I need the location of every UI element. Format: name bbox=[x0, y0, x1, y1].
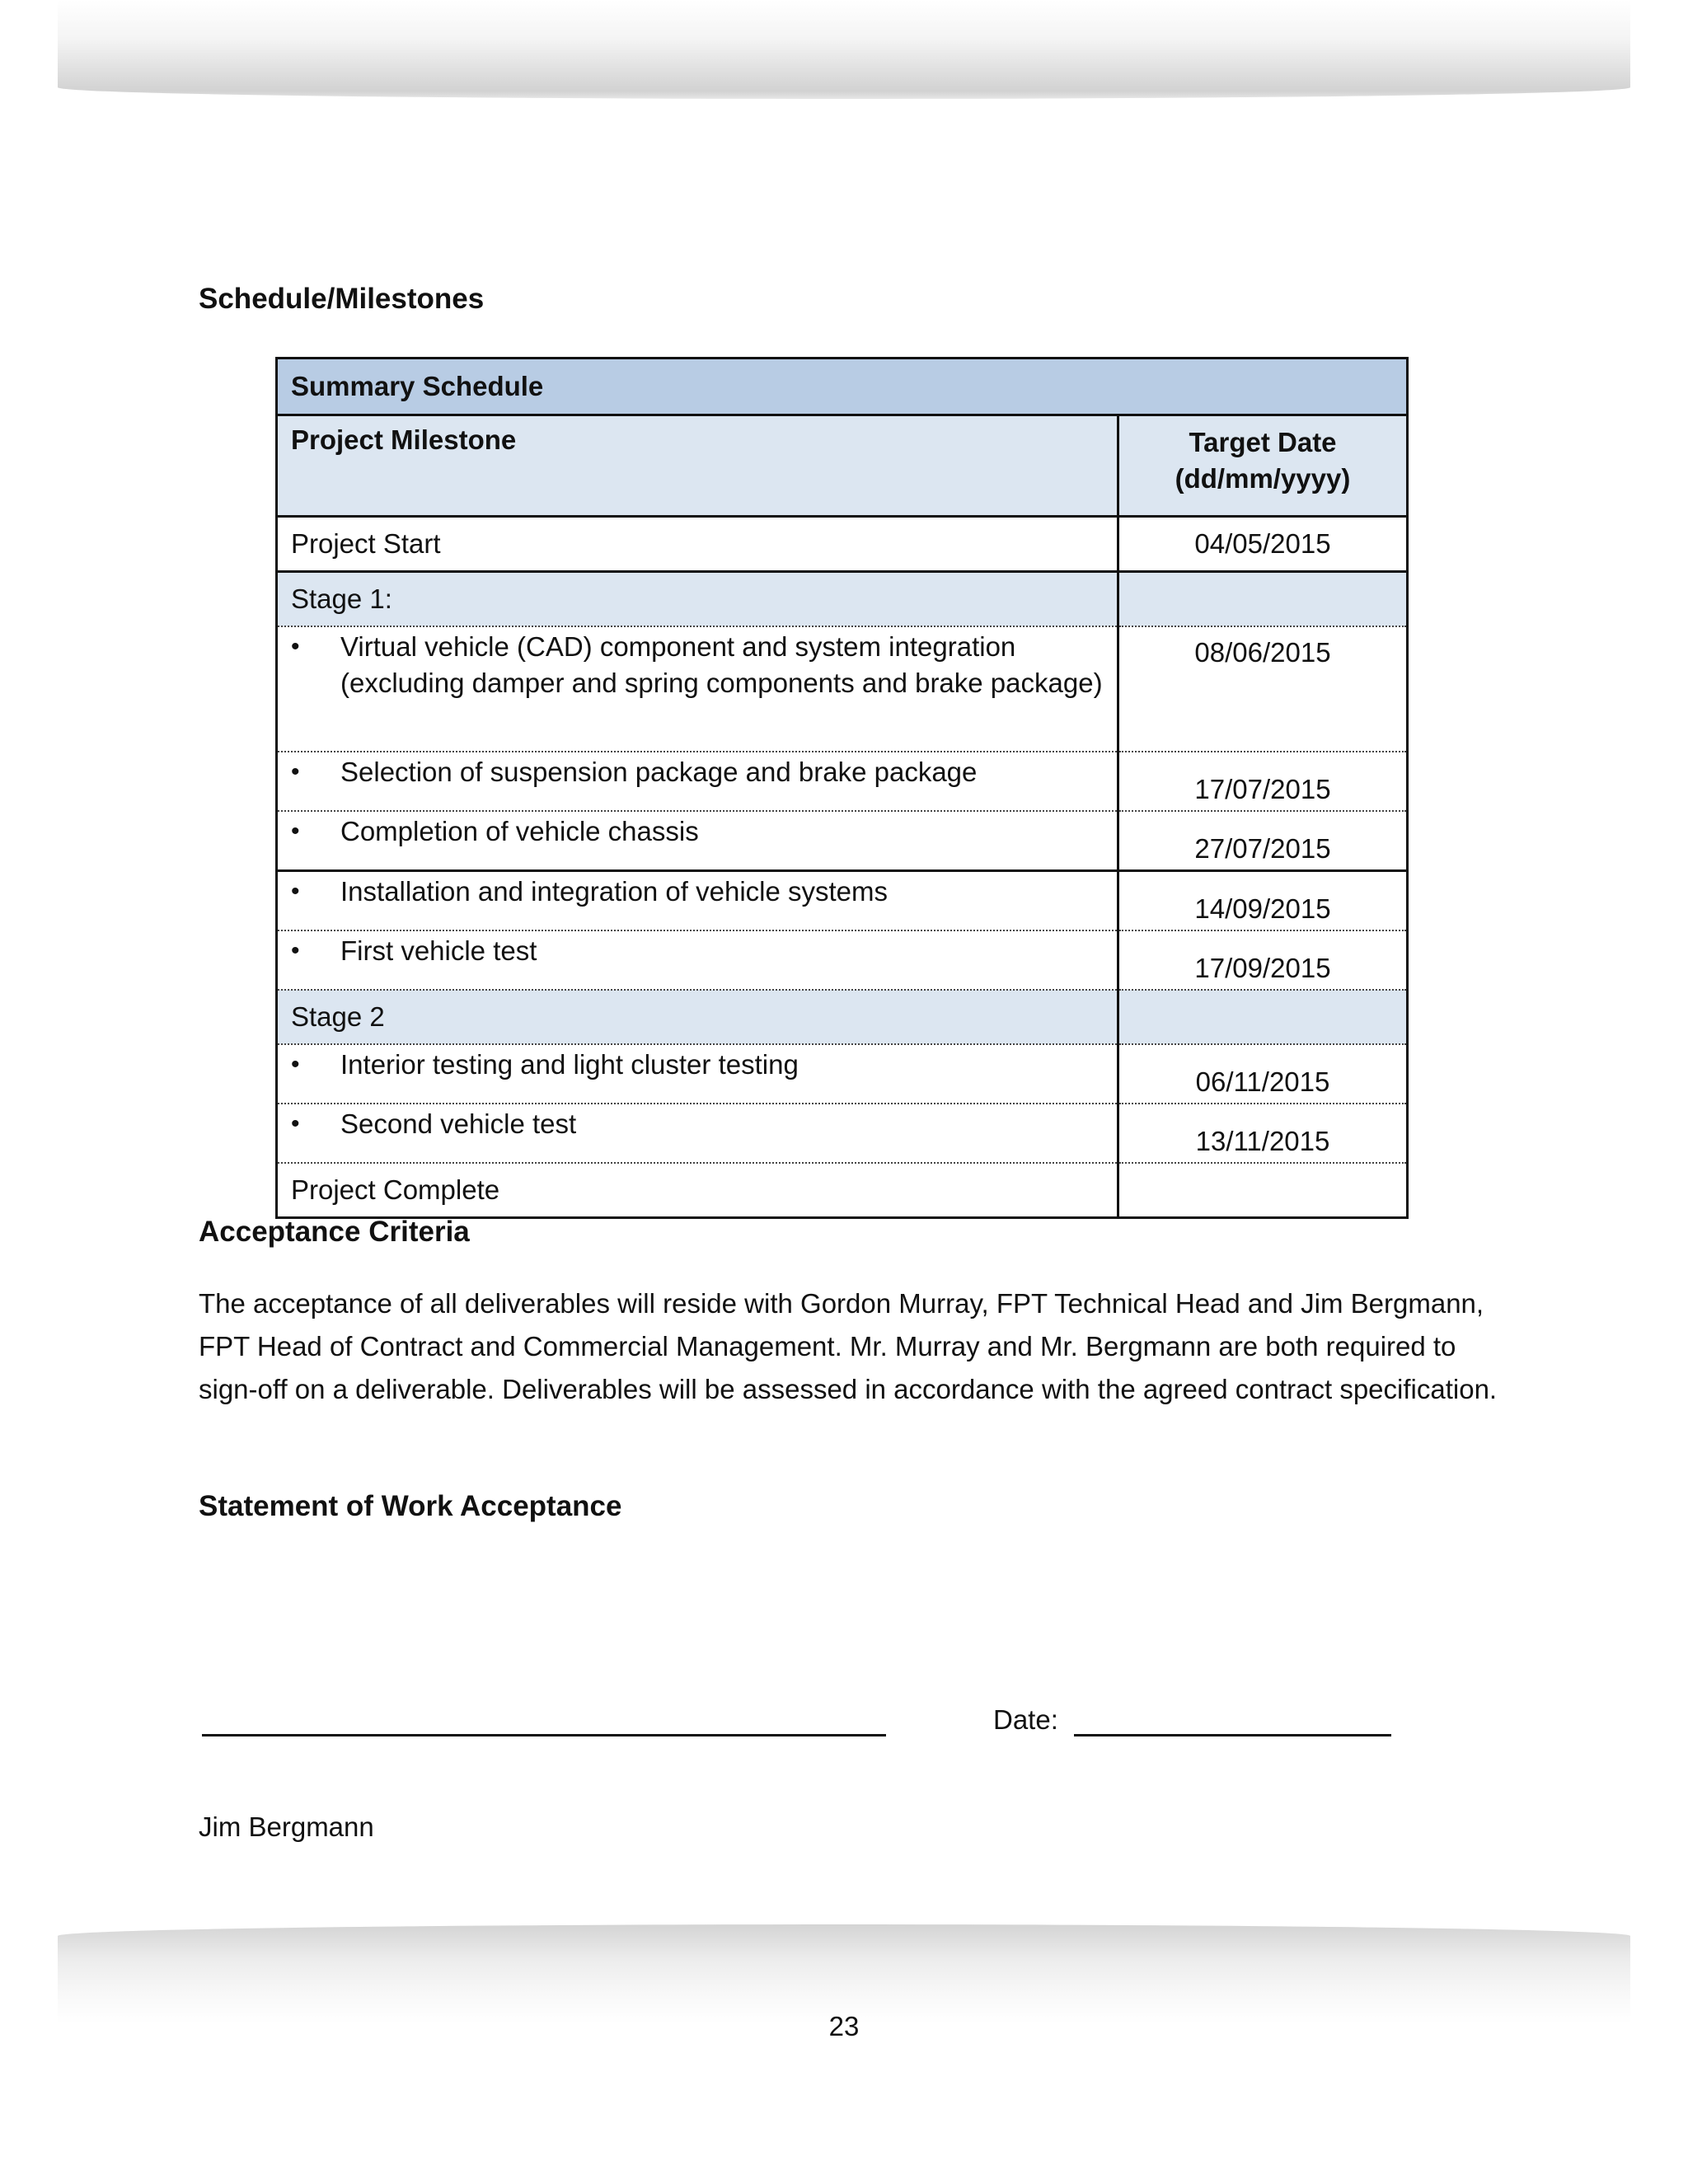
date-project-start: 04/05/2015 bbox=[1118, 517, 1408, 572]
page-shadow-top bbox=[58, 0, 1630, 99]
bullet-icon: • bbox=[291, 818, 300, 845]
milestone-date: 06/11/2015 bbox=[1118, 1044, 1408, 1104]
sow-heading: Statement of Work Acceptance bbox=[199, 1490, 622, 1522]
milestone-item bbox=[277, 1104, 1118, 1163]
summary-schedule-table bbox=[275, 357, 1409, 1219]
milestone-text: First vehicle test bbox=[340, 935, 537, 966]
col-milestone-header: Project Milestone bbox=[277, 415, 1118, 517]
schedule-heading: Schedule/Milestones bbox=[199, 283, 485, 315]
table-row bbox=[277, 517, 1408, 572]
stage-row bbox=[277, 572, 1408, 627]
page-shadow-bottom bbox=[58, 1924, 1630, 2023]
acceptance-heading: Acceptance Criteria bbox=[199, 1216, 470, 1248]
bullet-icon: • bbox=[291, 1110, 300, 1137]
stage2-date-empty bbox=[1118, 990, 1408, 1044]
bullet-icon: • bbox=[291, 878, 300, 905]
table-row bbox=[277, 871, 1408, 931]
stage1-label: Stage 1: bbox=[277, 572, 1118, 627]
date-project-complete-empty bbox=[1118, 1163, 1408, 1218]
milestone-text: Completion of vehicle chassis bbox=[340, 816, 699, 846]
milestone-text: Installation and integration of vehicle systems bbox=[340, 876, 889, 907]
milestone-item bbox=[277, 752, 1118, 811]
table-row bbox=[277, 930, 1408, 990]
milestone-item bbox=[277, 626, 1118, 752]
col-date-header bbox=[1118, 415, 1408, 517]
milestone-text: Selection of suspension package and brake package bbox=[340, 757, 978, 787]
bullet-icon: • bbox=[291, 758, 300, 785]
milestone-item bbox=[277, 1044, 1118, 1104]
stage1-date-empty bbox=[1118, 572, 1408, 627]
milestone-project-complete: Project Complete bbox=[277, 1163, 1118, 1218]
table-row bbox=[277, 811, 1408, 871]
milestone-project-start: Project Start bbox=[277, 517, 1118, 572]
milestone-text: Virtual vehicle (CAD) component and system integration (excluding damper and spring components and brake package) bbox=[340, 631, 1103, 698]
milestone-item bbox=[277, 871, 1118, 931]
col-date-header-line2: (dd/mm/yyyy) bbox=[1175, 463, 1351, 494]
milestone-date: 27/07/2015 bbox=[1118, 811, 1408, 871]
col-date-header-line1: Target Date bbox=[1189, 427, 1337, 457]
milestone-date: 13/11/2015 bbox=[1118, 1104, 1408, 1163]
milestone-text: Interior testing and light cluster testing bbox=[340, 1049, 799, 1080]
date-label: Date: bbox=[993, 1704, 1058, 1735]
bullet-icon: • bbox=[291, 633, 300, 660]
milestone-date: 14/09/2015 bbox=[1118, 871, 1408, 931]
table-row bbox=[277, 626, 1408, 752]
milestone-text: Second vehicle test bbox=[340, 1108, 577, 1139]
page-number: 23 bbox=[828, 2011, 860, 2041]
bullet-icon: • bbox=[291, 937, 300, 964]
table-title-row bbox=[277, 359, 1408, 415]
date-line bbox=[1074, 1734, 1391, 1736]
table-row bbox=[277, 752, 1408, 811]
milestone-item bbox=[277, 811, 1118, 871]
milestone-date: 17/07/2015 bbox=[1118, 752, 1408, 811]
stage-row bbox=[277, 990, 1408, 1044]
table-title: Summary Schedule bbox=[277, 359, 1408, 415]
milestone-date: 17/09/2015 bbox=[1118, 930, 1408, 990]
table-row bbox=[277, 1104, 1408, 1163]
table-row bbox=[277, 1044, 1408, 1104]
acceptance-paragraph: The acceptance of all deliverables will reside with Gordon Murray, FPT Technical Head and Jim Bergmann, FPT Head of Contract and Commercial Management. Mr. Murray and Mr. Bergmann are both required to sign-off on a deliverable. Deliverables will be assessed in accordance with the agreed contract specification. bbox=[199, 1288, 1498, 1404]
stage2-label: Stage 2 bbox=[277, 990, 1118, 1044]
signature-line bbox=[202, 1734, 886, 1736]
table-header-row bbox=[277, 415, 1408, 517]
milestone-item bbox=[277, 930, 1118, 990]
signer-name: Jim Bergmann bbox=[199, 1811, 374, 1842]
milestone-date: 08/06/2015 bbox=[1118, 626, 1408, 752]
bullet-icon: • bbox=[291, 1051, 300, 1078]
table-row bbox=[277, 1163, 1408, 1218]
